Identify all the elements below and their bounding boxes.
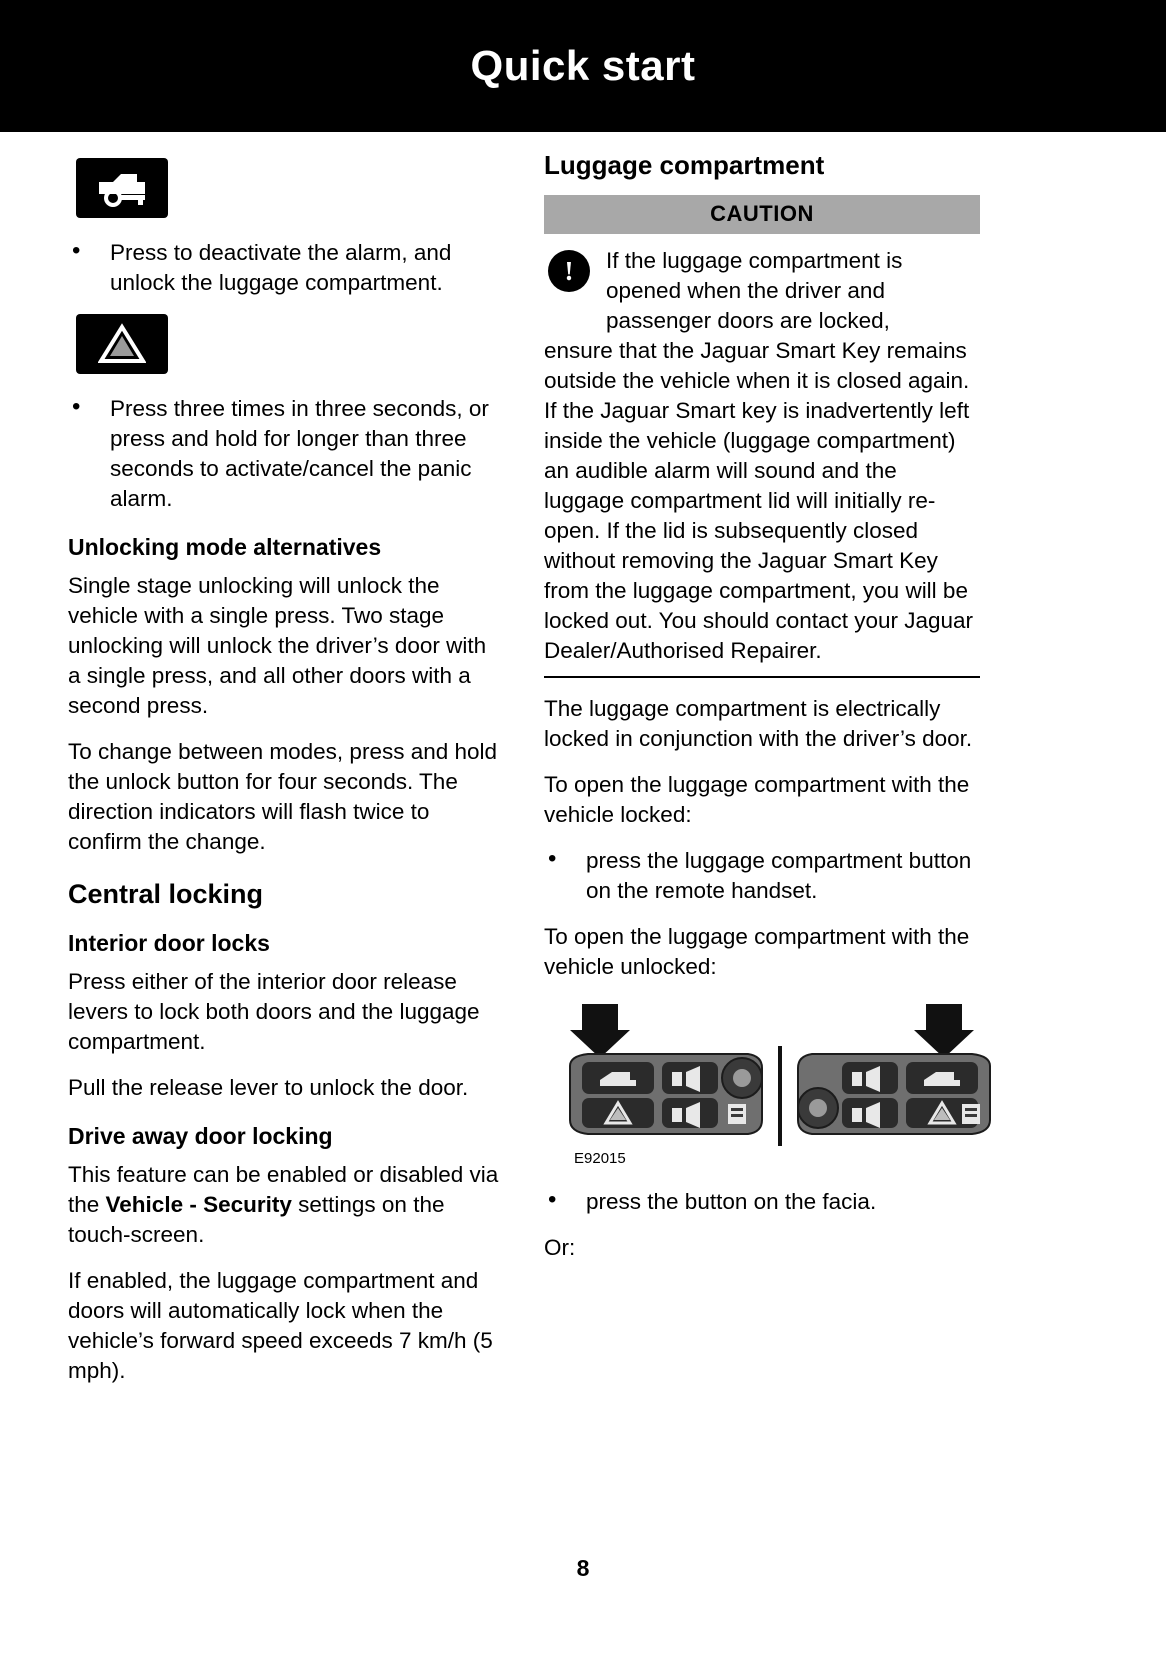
list-item: • press the button on the facia. (544, 1187, 980, 1217)
unlock-boot-icon (76, 158, 168, 218)
vehicle-security-setting-name: Vehicle - Security (105, 1192, 292, 1217)
right-column (540, 150, 1166, 1402)
paragraph-interior-2: Pull the release lever to unlock the door. (68, 1075, 469, 1100)
bullet-list-1 (68, 238, 500, 298)
list-item: • Press three times in three seconds, or press and hold for longer than three seconds to activate/cancel the panic alarm. (68, 394, 500, 514)
list-item: • press the luggage compartment button on the remote handset. (544, 846, 980, 906)
page-header (0, 0, 1166, 132)
page-title: Quick start (470, 42, 696, 89)
drive-away-text-after: settings on the touch-screen. (68, 1192, 445, 1247)
paragraph-interior-1: Press either of the interior door release levers to lock both doors and the luggage compartment. (68, 969, 480, 1054)
heading-luggage-compartment: Luggage compartment (544, 150, 825, 180)
paragraph-luggage-1: The luggage compartment is electrically locked in conjunction with the driver’s door. (544, 696, 973, 751)
paragraph-luggage-2: To open the luggage compartment with the vehicle locked: (544, 772, 970, 827)
caution-first-block (544, 246, 980, 336)
heading-unlocking-mode: Unlocking mode alternatives (68, 534, 382, 560)
panic-alarm-icon (76, 314, 168, 374)
heading-central-locking: Central locking (68, 879, 264, 909)
page-columns (0, 150, 1166, 1402)
paragraph-drive-away-1 (68, 1160, 500, 1250)
drive-away-text-before: This feature can be enabled or disabled via the (68, 1162, 499, 1217)
caution-first-text: If the luggage compartment is opened when the driver and passenger doors are locked, (606, 248, 903, 333)
bullet-list-4 (544, 1187, 980, 1217)
caution-rest-text: ensure that the Jaguar Smart Key remains outside the vehicle when it is closed again. If the Jaguar Smart key is inadvertently left inside the vehicle (luggage compartment) an audible alarm will sound and the luggage compartment lid will initially re-open. If the lid is subsequently closed without removing the Jaguar Smart Key from the luggage compartment, you will be locked out. You should contact your Jaguar Dealer/Authorised Repairer. (544, 338, 974, 663)
paragraph-drive-away-2: If enabled, the luggage compartment and doors will automatically lock when the vehicle’s forward speed exceeds 7 km/h (5 mph). (68, 1268, 493, 1383)
exclamation-circle-icon (548, 250, 590, 292)
paragraph-luggage-3: To open the luggage compartment with the vehicle unlocked: (544, 924, 970, 979)
bullet-list-2 (68, 394, 500, 514)
figure-reference: E92015 (574, 1150, 626, 1167)
paragraph-unlocking-2: To change between modes, press and hold the unlock button for four seconds. The direction indicators will flash twice to confirm the change. (68, 739, 498, 854)
paragraph-or: Or: (544, 1235, 576, 1260)
list-item: • Press to deactivate the alarm, and unlock the luggage compartment. (68, 238, 500, 298)
paragraph-unlocking-1: Single stage unlocking will unlock the vehicle with a single press. Two stage unlocking will unlock the driver’s door with a single press, and all other doors with a second press. (68, 573, 487, 718)
left-column (0, 150, 540, 1402)
caution-banner: CAUTION (544, 195, 980, 234)
bullet-list-3 (544, 846, 980, 906)
caution-body (544, 246, 980, 678)
heading-interior-door-locks: Interior door locks (68, 930, 270, 956)
heading-drive-away-locking: Drive away door locking (68, 1123, 333, 1149)
exclamation-glyph: ! (564, 255, 574, 286)
facia-switch-panel-diagram (566, 1004, 998, 1169)
page-number: 8 (576, 1555, 590, 1581)
